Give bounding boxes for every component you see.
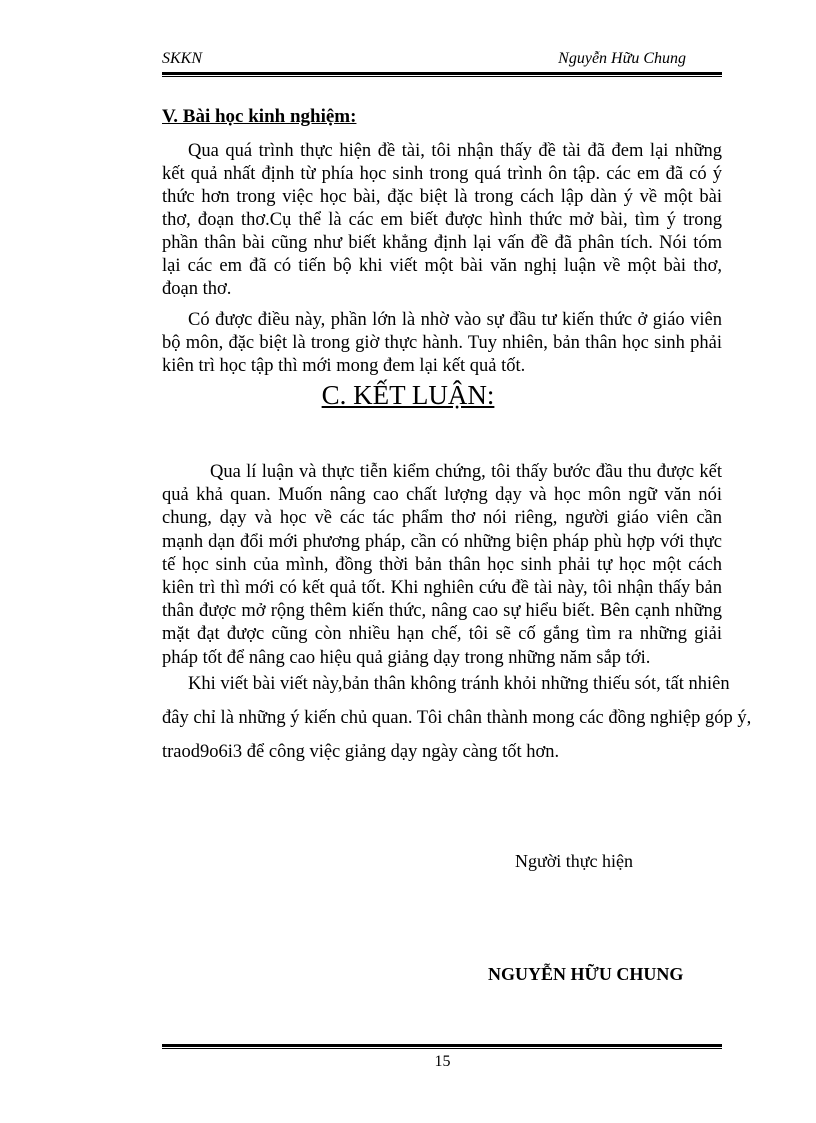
text-line: pháp tốt để nâng cao hiệu quả giảng dạy trong những năm sắp tới. [162, 647, 651, 668]
text-line: mặt đạt được cũng còn nhiều hạn chế, tôi sẽ cố gắng tìm ra những giải [162, 624, 722, 645]
text-line: kiên trì học tập thì mới mong đem lại kết quả tốt. [162, 356, 526, 376]
signature-label: Người thực hiện [515, 851, 634, 871]
text-line: chung, dạy và học về các tác phẩm thơ nói riêng, người giáo viên cần [162, 508, 722, 529]
text-line: kiên trì thì mới có kết quả tốt. Khi nghiên cứu đề tài này, tôi nhận thấy bản [162, 578, 722, 598]
section-c-heading: C. KẾT LUẬN: [321, 380, 495, 410]
text-line: quả khả quan. Muốn nâng cao chất lượng dạy và học môn ngữ văn nói [162, 485, 722, 506]
header-rule [162, 72, 722, 77]
text-line: mạnh dạn đổi mới phương pháp, cần có những biện pháp phù hợp với thực [162, 531, 722, 552]
text-line: traod9o6i3 để công việc giảng dạy ngày càng tốt hơn. [162, 742, 560, 762]
page-number: 15 [434, 1053, 451, 1070]
header-right: Nguyễn Hữu Chung [558, 50, 686, 67]
text-line: thơ, đoạn thơ.Cụ thể là các em biết được hình thức mở bài, tìm ý trong [162, 210, 722, 230]
text-line: thức hơn trong việc học bài, đặc biệt là trong cách lập dàn ý về một bài [162, 187, 722, 207]
text-line: tế học sinh của mình, đồng thời bản thân học sinh phải tự học một cách [162, 554, 722, 575]
text-line: Có được điều này, phần lớn là nhờ vào sự đầu tư kiến thức ở giáo viên [188, 310, 722, 330]
text-line: đoạn thơ. [162, 279, 232, 299]
signature-name: NGUYỄN HỮU CHUNG [488, 964, 684, 984]
text-line: thân được mở rộng thêm kiến thức, nâng cao sự hiểu biết. Bên cạnh những [162, 601, 722, 622]
text-line: bộ môn, đặc biệt là trong giờ thực hành. Tuy nhiên, bản thân học sinh phải [162, 333, 722, 353]
text-line: kết quả nhất định từ phía học sinh trong quá trình ôn tập. các em đã có ý [162, 164, 722, 184]
footer-rule [162, 1044, 722, 1049]
text-line: Qua lí luận và thực tiễn kiểm chứng, tôi thấy bước đầu thu được kết [210, 462, 722, 482]
text-line: đây chỉ là những ý kiến chủ quan. Tôi chân thành mong các đồng nghiệp góp ý, [162, 708, 752, 728]
text-line: phần thân bài cũng như biết khẳng định lại vấn đề đã phân tích. Nói tóm [162, 233, 722, 253]
text-line: Khi viết bài viết này,bản thân không tránh khỏi những thiếu sót, tất nhiên [188, 674, 730, 694]
header-left: SKKN [162, 50, 203, 67]
text-line: lại các em đã có tiến bộ khi viết một bài văn nghị luận về một bài thơ, [162, 256, 722, 276]
text-line: Qua quá trình thực hiện đề tài, tôi nhận thấy đề tài đã đem lại những [188, 141, 722, 161]
section-v-heading: V. Bài học kinh nghiệm: [162, 106, 357, 127]
